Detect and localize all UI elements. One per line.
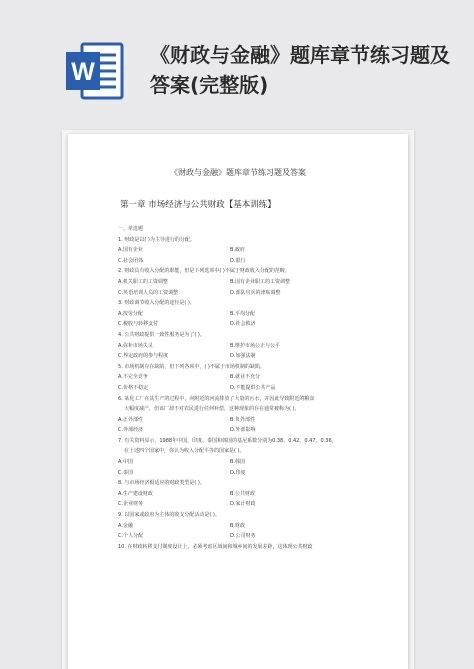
answer-options-row [118,383,393,394]
answer-options-row [118,425,393,436]
answer-option: D.公司财务 [230,533,256,540]
chapter-heading: 第一章 市场经济与公共财政【基本训练】 [120,200,276,210]
answer-option: B.负外部性 [230,416,256,423]
answer-option: C.税收与转移支付 [118,321,159,328]
question-text: 一、单选题 [118,226,144,232]
question-text: 7. 有关资料显示，1988年中国、印度、泰国和韩国的基尼系数分别为0.38、0.42、0.47、0.36。 [118,437,337,444]
question-text: 9. 以国家或政府为主体的收支分配活动是( )。 [118,512,220,519]
answer-options-row [118,319,393,330]
answer-option: C.界定政府的参与程度 [118,353,169,360]
answer-option: C.个人分配 [118,533,144,540]
answer-option: B.韩国 [230,459,246,466]
answer-option: C.价格不稳定 [118,384,149,391]
question-text: 大幅度减产，但该厂却不对农民进行任何补偿，这种现象的存在通常被称为( )。 [124,406,300,413]
answer-option: D.加强法制 [230,353,256,360]
answer-options-row [118,468,393,479]
answer-options-row [118,309,393,320]
answer-option: A.弥补市场失灵 [118,342,153,349]
answer-options-row [118,521,393,532]
question-text: 3. 财政调节收入分配的途径是( )。 [118,300,195,307]
answer-option: D.银行 [230,257,246,264]
page-title: 《财政与金融》题库章节练习题及答案(完整版) [150,43,450,97]
question-text: 1. 财政是以( )为主导进行的分配。 [118,236,195,243]
answer-option: B.维护市场公正与公平 [230,342,281,349]
answer-option: B.国有企业职工的工资调整 [230,278,291,285]
answer-option: D.印度 [230,469,246,476]
answer-option: A.按劳分配 [118,310,143,317]
document-title: 《财政与金融》题库章节练习题及答案 [170,168,306,177]
question-text: 10. 在财政转移支付制度设计上，必须考虑区域间和城乡间的发展差距，这体现公共财政 [118,543,313,550]
answer-option: A.机关职工的工资调整 [118,278,168,285]
answer-options-row [118,245,393,256]
answer-option: A.金融 [118,522,133,529]
answer-options-row [118,415,393,426]
question-text: 在上述四个国家中，你认为收入分配平等的国家是( )。 [124,448,245,455]
answer-option: C.企业财务 [118,501,144,508]
answer-option: A.中国 [118,459,133,466]
answer-option: A.不完全竞争 [118,374,148,381]
answer-option: B.政府 [230,247,246,254]
answer-option: C.泰国 [118,469,134,476]
answer-option: D.社会救济 [230,321,256,328]
answer-option: B.就业不充分 [230,374,261,381]
answer-option: A.生产建设财政 [118,490,153,497]
answer-options-row [118,499,393,510]
question-text: 8. 与市场经济相适应的财政类型是( )。 [118,480,205,487]
answer-options-row [118,372,393,383]
answer-option: B.财政 [230,522,246,529]
answer-option: A.国有企业 [118,247,143,254]
word-icon-letter: W [71,58,95,86]
question-text: 5. 市场机制存在缺陷，但下列各项中，( )不属于市场机制的缺陷。 [118,363,265,370]
question-text: 2. 财政具有收入分配的职能，但是下列选项中( )不属于财政收入分配的范畴。 [118,268,290,275]
answer-option: A.正外部性 [118,416,143,423]
document-body [118,224,393,552]
answer-option: B.公共财政 [230,490,256,497]
answer-option: D.部队官兵的津贴调整 [230,289,281,296]
answer-option: C.英语培训人员的工资调整 [118,289,179,296]
document-page [68,134,408,669]
answer-option: B.平均分配 [230,310,256,317]
answer-options-row [118,489,393,500]
answer-option: C.外部经济 [118,427,144,434]
answer-option: C.社会团体 [118,257,144,264]
answer-option: D.家计财政 [230,501,256,508]
answer-options-row [118,341,393,352]
answer-options-row [118,277,393,288]
word-document-icon [64,40,124,102]
answer-option: D.不能提供公共产品 [230,384,276,391]
answer-options-row [118,351,393,362]
answer-option: D.外部影响 [230,427,256,434]
answer-options-row [118,531,393,542]
answer-options-row [118,288,393,299]
question-text: 4. 公共财政提供一致性服务是为了( )。 [118,331,205,338]
question-text: 6. 某化工厂在其生产的过程中，向附近的河流排放了大量的污水，并因此导致附近的粮食 [118,395,315,402]
answer-options-row [118,256,393,267]
answer-options-row [118,457,393,468]
